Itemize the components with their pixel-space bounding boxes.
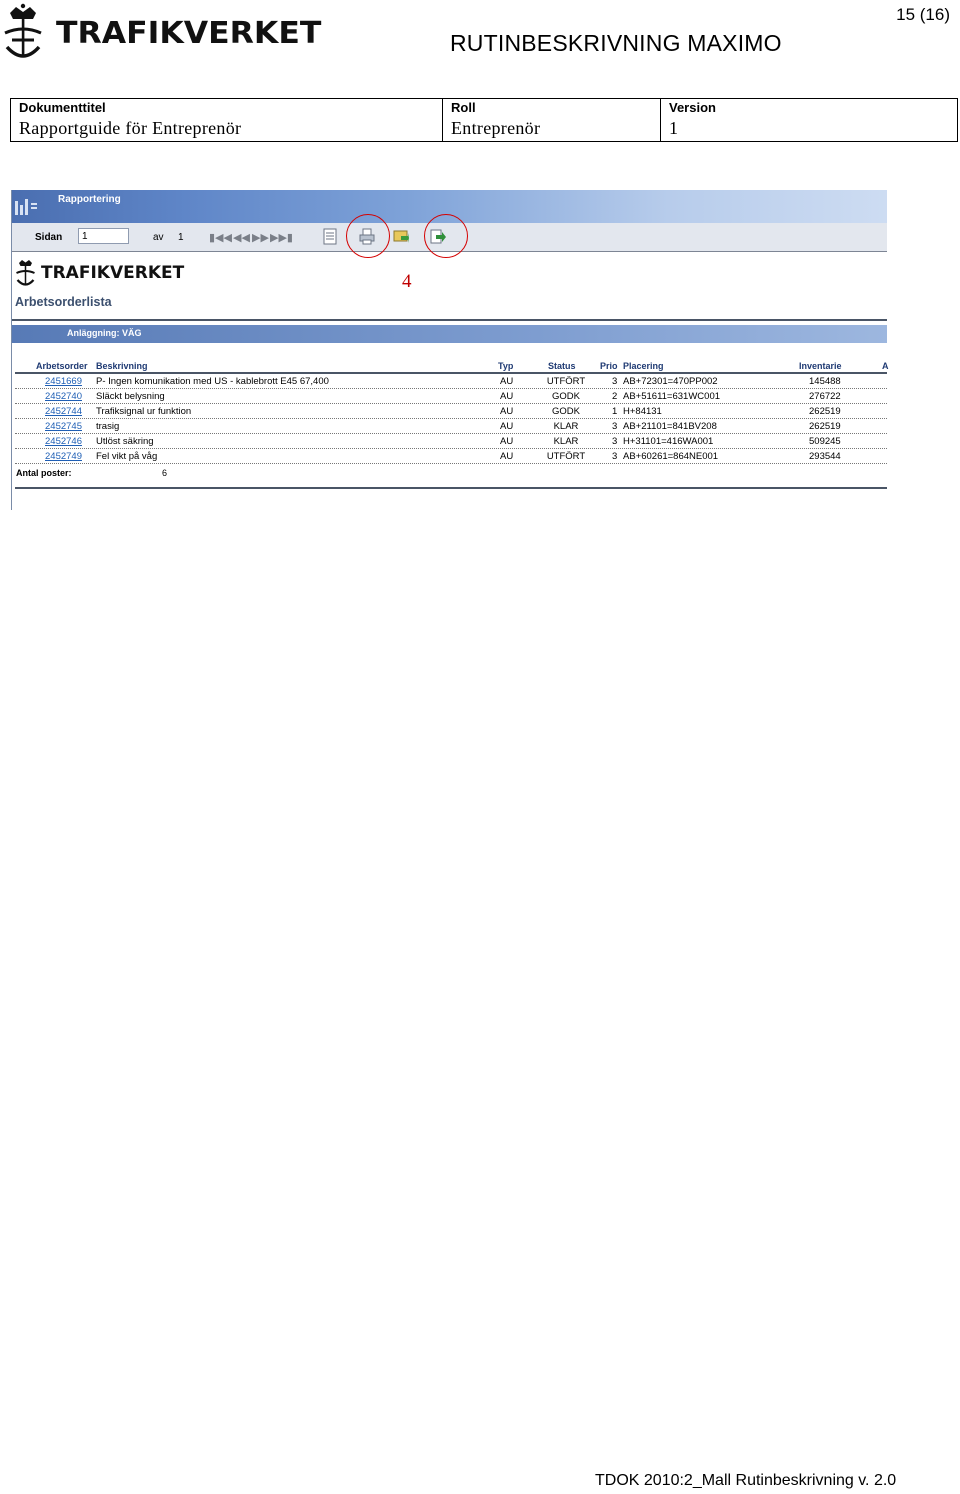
divider (11, 319, 887, 321)
description-cell: Släckt belysning (96, 391, 165, 402)
order-number-link[interactable]: 2452744 (45, 406, 82, 417)
column-header-description: Beskrivning (96, 361, 148, 371)
order-number-link[interactable]: 2452749 (45, 451, 82, 462)
total-count-value: 6 (162, 468, 168, 478)
placement-cell: AB+21101=841BV208 (623, 421, 717, 432)
crown-crest-icon (2, 3, 44, 63)
table-row (11, 419, 887, 434)
description-cell: Utlöst säkring (96, 436, 154, 447)
column-header-status: Status (548, 361, 576, 371)
inventory-cell: 276722 (809, 391, 841, 402)
document-title: RUTINBESKRIVNING MAXIMO (450, 30, 782, 56)
meta-title-label: Dokumenttitel (19, 100, 106, 115)
placement-cell: AB+60261=864NE001 (623, 451, 719, 462)
column-header-type: Typ (498, 361, 514, 371)
description-cell: Trafiksignal ur funktion (96, 406, 192, 417)
status-cell: KLAR (553, 421, 579, 432)
placement-cell: AB+72301=470PP002 (623, 376, 718, 387)
page-number: 15 (16) (896, 5, 950, 24)
table-row (11, 449, 887, 464)
inventory-cell: 509245 (809, 436, 841, 447)
prio-cell: 1 (612, 406, 618, 417)
order-number-link[interactable]: 2452740 (45, 391, 82, 402)
total-pages: 1 (178, 232, 184, 243)
row-separator (15, 463, 887, 464)
column-header-placement: Placering (623, 361, 664, 371)
report-logo-wordmark: TRAFIKVERKET (41, 263, 185, 283)
crown-crest-icon (15, 258, 36, 288)
document-view-icon[interactable] (322, 228, 338, 245)
meta-title-value: Rapportguide för Entreprenör (19, 118, 242, 138)
group-header-band (11, 325, 887, 343)
type-cell: AU (500, 436, 514, 447)
placement-cell: AB+51611=631WC001 (623, 391, 721, 402)
first-page-icon[interactable]: ▮◀◀ (209, 232, 232, 244)
description-cell: P- Ingen komunikation med US - kablebrott E45 67,400 (96, 376, 329, 387)
next-page-icon[interactable]: ▶▶ (252, 232, 269, 244)
column-header-order: Arbetsorder (36, 361, 88, 371)
report-banner-title: Rapportering (58, 194, 121, 205)
table-row (11, 404, 887, 419)
status-cell: KLAR (553, 436, 579, 447)
description-cell: Fel vikt på våg (96, 451, 158, 462)
trafikverket-logo (2, 2, 322, 64)
screenshot-border (11, 190, 12, 510)
meta-role-label: Roll (451, 100, 476, 115)
meta-version-label: Version (669, 100, 716, 115)
export-icon[interactable] (393, 228, 409, 245)
page-label: Sidan (35, 232, 63, 243)
meta-version-value: 1 (669, 118, 679, 138)
type-cell: AU (500, 391, 514, 402)
meta-title-cell (11, 99, 443, 141)
meta-role-value: Entreprenör (451, 118, 541, 138)
report-logo (15, 256, 184, 290)
callout-number: 4 (402, 271, 412, 292)
status-cell: UTFÖRT (546, 376, 586, 387)
status-cell: GODK (552, 406, 580, 417)
status-cell: UTFÖRT (546, 451, 586, 462)
type-cell: AU (500, 406, 514, 417)
prio-cell: 3 (612, 451, 618, 462)
of-label: av (153, 232, 164, 243)
document-footer: TDOK 2010:2_Mall Rutinbeskrivning v. 2.0 (595, 1472, 897, 1489)
table-row (11, 434, 887, 449)
type-cell: AU (500, 421, 514, 432)
column-header-prio: Prio (600, 361, 618, 371)
order-number-link[interactable]: 2452745 (45, 421, 82, 432)
total-count-label: Antal poster: (16, 468, 72, 478)
placement-cell: H+84131 (623, 406, 662, 417)
meta-role-cell (443, 99, 661, 141)
group-label: Anläggning: VÄG (67, 328, 142, 338)
inventory-cell: 293544 (809, 451, 841, 462)
column-header-inventory: Inventarie (799, 361, 842, 371)
divider (15, 487, 887, 489)
order-number-link[interactable]: 2452746 (45, 436, 82, 447)
document-meta-table (10, 98, 958, 142)
prio-cell: 3 (612, 376, 618, 387)
inventory-cell: 262519 (809, 421, 841, 432)
last-page-icon[interactable]: ▶▶▮ (270, 232, 293, 244)
inventory-cell: 145488 (809, 376, 841, 387)
placement-cell: H+31101=416WA001 (623, 436, 714, 447)
logo-wordmark: TRAFIKVERKET (56, 15, 322, 51)
table-row (11, 374, 887, 389)
inventory-cell: 262519 (809, 406, 841, 417)
previous-page-icon[interactable]: ◀◀ (233, 232, 250, 244)
column-header-extra: A (882, 361, 889, 371)
type-cell: AU (500, 451, 514, 462)
prio-cell: 3 (612, 436, 618, 447)
prio-cell: 2 (612, 391, 618, 402)
order-number-link[interactable]: 2451669 (45, 376, 82, 387)
prio-cell: 3 (612, 421, 618, 432)
callout-circle-export (424, 214, 468, 258)
description-cell: trasig (96, 421, 120, 432)
table-row (11, 389, 887, 404)
callout-circle-print (346, 214, 390, 258)
report-chart-icon (14, 196, 38, 216)
meta-version-cell (661, 99, 957, 141)
page-input[interactable] (78, 228, 129, 244)
status-cell: GODK (552, 391, 580, 402)
report-subtitle: Arbetsorderlista (15, 295, 112, 309)
type-cell: AU (500, 376, 514, 387)
